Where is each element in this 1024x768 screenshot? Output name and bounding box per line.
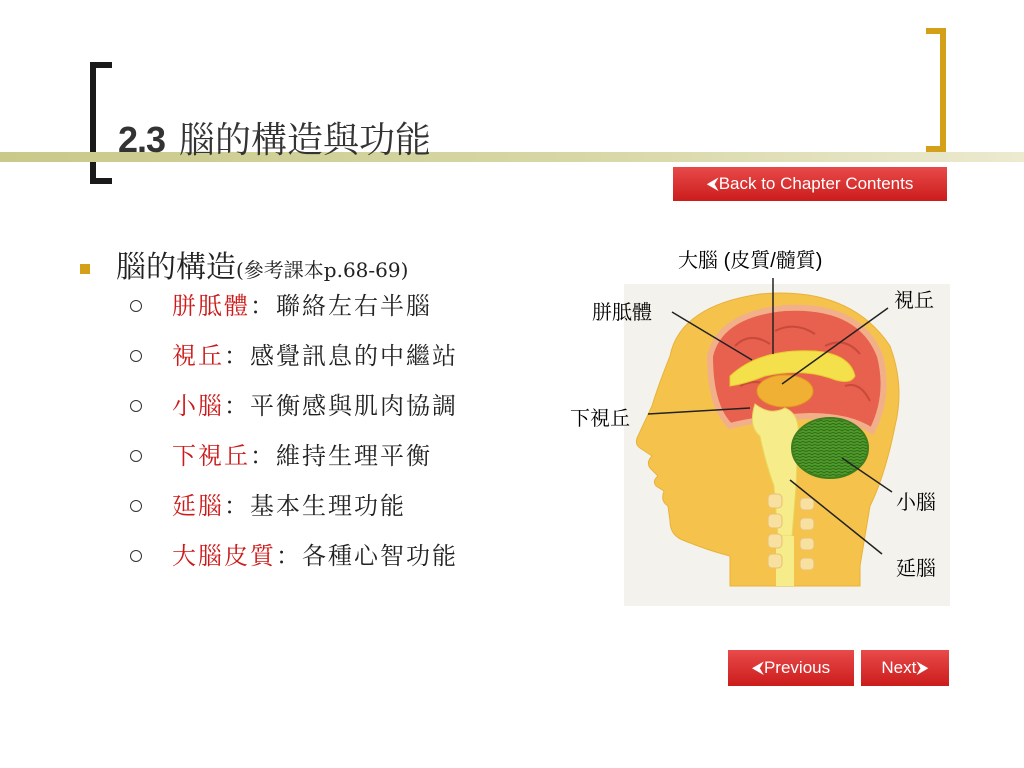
main-bullet [80,242,408,286]
circle-bullet-icon [130,550,142,562]
item-term: 小腦 [172,392,224,420]
brain-parts-list [130,288,458,588]
list-item [130,288,458,338]
label-corpus-callosum: 胼胝體 [592,302,652,324]
label-cerebellum: 小腦 [896,492,936,514]
brain-diagram [560,236,960,616]
item-desc: ：平衡感與肌肉協調 [224,392,458,420]
item-desc: ：感覺訊息的中繼站 [224,342,458,370]
item-term: 胼胝體 [172,292,250,320]
label-cerebrum-text: 大腦 [678,250,718,272]
item-term: 大腦皮質 [172,542,276,570]
circle-bullet-icon [130,300,142,312]
item-desc: ：維持生理平衡 [250,442,432,470]
item-desc: ：聯絡左右半腦 [250,292,432,320]
list-item [130,488,458,538]
title-text: 腦的構造與功能 [179,120,432,161]
cerebellum-shape [792,418,868,478]
previous-button[interactable]: ⮜Previous [728,650,854,686]
label-medulla: 延腦 [896,558,936,580]
textbook-reference: (參考課本p.68-69) [236,258,409,282]
list-item [130,438,458,488]
left-bracket-decoration [90,62,112,184]
item-term: 視丘 [172,342,224,370]
label-cerebrum-note: (皮質/髓質) [723,250,823,272]
item-desc: ：基本生理功能 [224,492,406,520]
label-cerebrum [678,244,822,273]
item-term: 下視丘 [172,442,250,470]
label-thalamus: 視丘 [894,290,934,312]
circle-bullet-icon [130,450,142,462]
circle-bullet-icon [130,350,142,362]
square-bullet-icon [80,264,90,274]
item-term: 延腦 [172,492,224,520]
item-desc: ：各種心智功能 [276,542,458,570]
main-bullet-text: 腦的構造 [116,250,236,285]
list-item [130,388,458,438]
back-to-contents-button[interactable]: ⮜Back to Chapter Contents [673,167,947,201]
section-number: 2.3 [118,119,166,160]
thalamus-shape [757,375,813,407]
label-hypothalamus: 下視丘 [570,408,630,430]
slide-title [118,112,431,163]
list-item [130,538,458,588]
right-bracket-decoration [926,28,946,152]
list-item [130,338,458,388]
circle-bullet-icon [130,400,142,412]
next-button[interactable]: Next⮞ [861,650,949,686]
circle-bullet-icon [130,500,142,512]
